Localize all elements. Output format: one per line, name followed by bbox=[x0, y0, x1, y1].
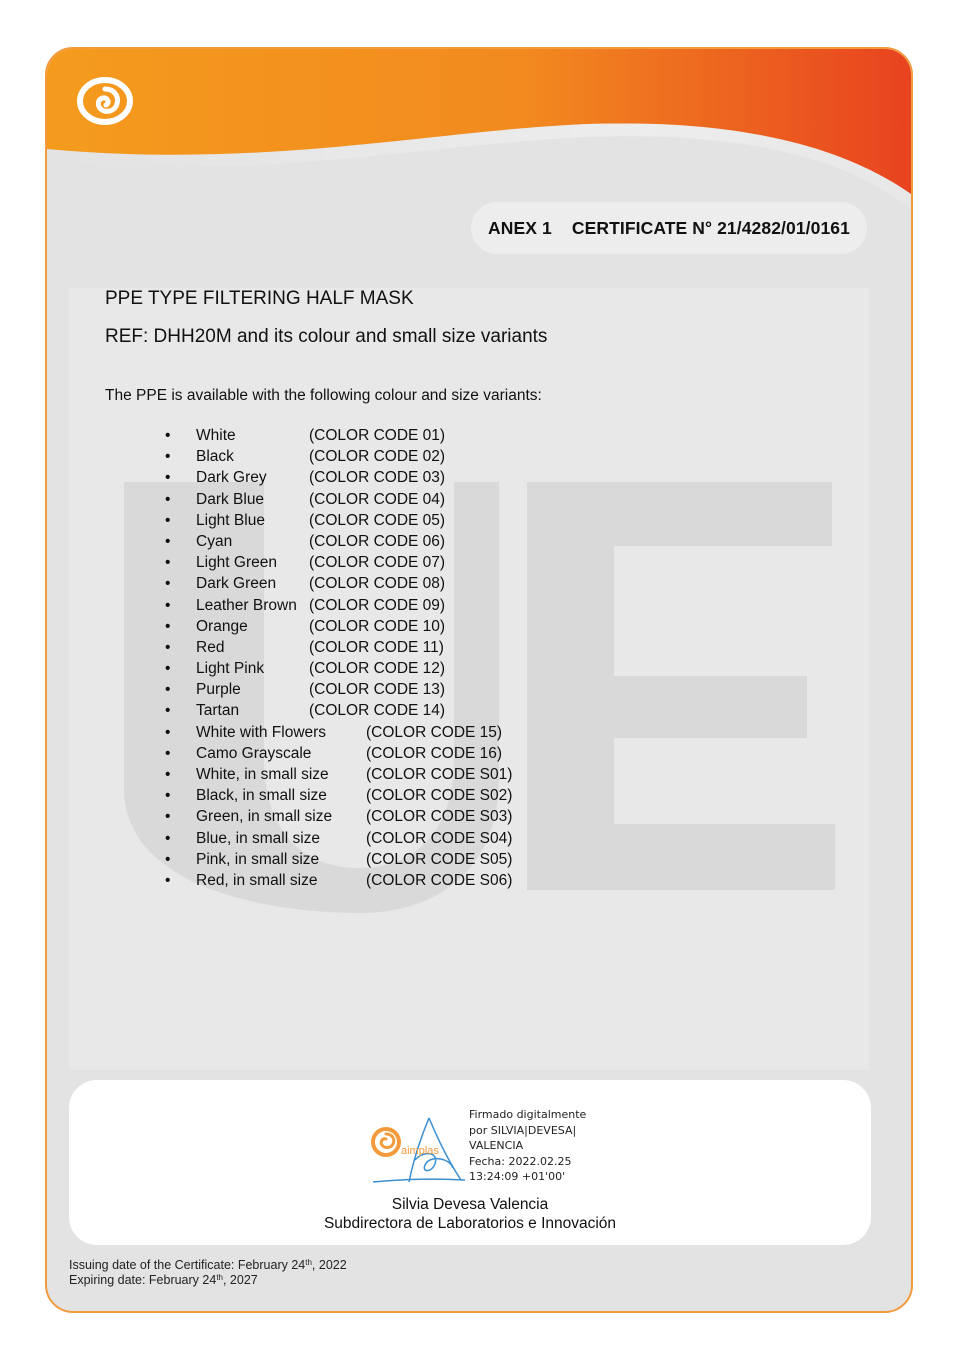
variant-name: Purple bbox=[196, 681, 241, 699]
bullet: • bbox=[165, 532, 171, 550]
variant-color-code: (COLOR CODE 07) bbox=[309, 554, 446, 572]
variant-name: Red, in small size bbox=[196, 871, 318, 889]
variant-color-code: (COLOR CODE 14) bbox=[309, 702, 446, 720]
variant-color-code: (COLOR CODE 08) bbox=[309, 575, 446, 593]
variant-color-code: (COLOR CODE 02) bbox=[309, 448, 446, 466]
variant-color-code: (COLOR CODE S03) bbox=[366, 808, 513, 826]
variant-name: Dark Grey bbox=[196, 469, 267, 487]
variant-name: Dark Blue bbox=[196, 490, 265, 508]
variants-intro: The PPE is available with the following colour and size variants: bbox=[105, 387, 542, 404]
variant-name: Tartan bbox=[196, 702, 240, 720]
variant-name: Black, in small size bbox=[196, 787, 327, 805]
signature-stamp-text: aimplas bbox=[401, 1145, 439, 1157]
document-title: PPE TYPE FILTERING HALF MASK bbox=[105, 288, 414, 309]
bullet: • bbox=[165, 723, 171, 741]
bullet: • bbox=[165, 490, 171, 508]
signature-panel bbox=[69, 1080, 871, 1245]
bullet: • bbox=[165, 681, 171, 699]
bullet: • bbox=[165, 617, 171, 635]
bullet: • bbox=[165, 744, 171, 762]
variant-color-code: (COLOR CODE 06) bbox=[309, 532, 446, 550]
variant-name: Camo Grayscale bbox=[196, 744, 312, 762]
variant-color-code: (COLOR CODE 09) bbox=[309, 596, 446, 614]
spiral-logo-icon bbox=[77, 77, 133, 125]
variant-color-code: (COLOR CODE 04) bbox=[309, 490, 446, 508]
variant-name: White bbox=[196, 427, 236, 444]
variant-name: Orange bbox=[196, 617, 248, 635]
variant-name: White with Flowers bbox=[196, 723, 327, 741]
variant-name: Red bbox=[196, 638, 225, 656]
bullet: • bbox=[165, 448, 171, 466]
bullet: • bbox=[165, 511, 171, 529]
certificate-dates bbox=[69, 1258, 347, 1288]
variant-color-code: (COLOR CODE S05) bbox=[366, 850, 513, 868]
variant-name: Leather Brown bbox=[196, 596, 297, 614]
bullet: • bbox=[165, 829, 171, 847]
variant-color-code: (COLOR CODE S01) bbox=[366, 766, 513, 783]
digital-signature-line: Firmado digitalmente bbox=[469, 1108, 587, 1121]
aimplas-signature-stamp-icon bbox=[369, 1112, 469, 1186]
variant-color-code: (COLOR CODE 03) bbox=[309, 469, 446, 487]
ue-watermark-icon bbox=[69, 288, 869, 1070]
bullet: • bbox=[165, 787, 171, 805]
variant-color-code: (COLOR CODE 11) bbox=[309, 638, 444, 656]
variant-color-code: (COLOR CODE 16) bbox=[366, 744, 503, 762]
variant-color-code: (COLOR CODE 10) bbox=[309, 617, 446, 635]
variant-name: Blue, in small size bbox=[196, 829, 321, 847]
variant-name: White, in small size bbox=[196, 766, 329, 783]
variant-name: Cyan bbox=[196, 532, 233, 550]
variant-name: Light Blue bbox=[196, 511, 265, 529]
variant-color-code: (COLOR CODE 13) bbox=[309, 681, 446, 699]
variant-name: Green, in small size bbox=[196, 808, 333, 826]
bullet: • bbox=[165, 766, 171, 783]
digital-signature-text bbox=[469, 1107, 586, 1185]
variant-name: Black bbox=[196, 448, 234, 466]
certificate-page bbox=[45, 47, 913, 1313]
bullet: • bbox=[165, 850, 171, 868]
bullet: • bbox=[165, 702, 171, 720]
digital-signature-line: 13:24:09 +01'00' bbox=[469, 1170, 566, 1184]
bullet: • bbox=[165, 575, 171, 593]
document-reference: REF: DHH20M and its colour and small size variants bbox=[105, 326, 548, 347]
bullet: • bbox=[165, 554, 171, 572]
certificate-number-badge bbox=[471, 202, 867, 254]
content-panel bbox=[69, 288, 869, 1070]
variant-color-code: (COLOR CODE S06) bbox=[366, 871, 513, 889]
variant-name: Light Pink bbox=[196, 660, 265, 678]
bullet: • bbox=[165, 427, 171, 444]
bullet: • bbox=[165, 808, 171, 826]
digital-signature-line: Fecha: 2022.02.25 bbox=[469, 1154, 572, 1168]
variant-color-code: (COLOR CODE 15) bbox=[366, 723, 503, 741]
variant-name: Pink, in small size bbox=[196, 850, 320, 868]
signer-name: Silvia Devesa Valencia bbox=[391, 1196, 549, 1213]
bullet: • bbox=[165, 596, 171, 614]
bullet: • bbox=[165, 871, 171, 889]
variant-color-code: (COLOR CODE 12) bbox=[309, 660, 446, 678]
annex-label: ANEX 1 bbox=[488, 217, 552, 238]
variant-name: Light Green bbox=[196, 554, 277, 572]
variant-color-code: (COLOR CODE 01) bbox=[309, 427, 446, 444]
signer-role: Subdirectora de Laboratorios e Innovación bbox=[323, 1215, 617, 1232]
variant-color-code: (COLOR CODE S02) bbox=[366, 787, 513, 805]
variant-color-code: (COLOR CODE 05) bbox=[309, 511, 446, 529]
issuing-date: Issuing date of the Certificate: February 24th, 2022 bbox=[69, 1258, 347, 1272]
expiring-date: Expiring date: February 24th, 2027 bbox=[69, 1273, 258, 1287]
digital-signature-line: VALENCIA bbox=[469, 1139, 524, 1153]
variant-name: Dark Green bbox=[196, 575, 277, 593]
bullet: • bbox=[165, 660, 171, 678]
bullet: • bbox=[165, 469, 171, 487]
variant-color-code: (COLOR CODE S04) bbox=[366, 829, 513, 847]
bullet: • bbox=[165, 638, 171, 656]
certificate-number: CERTIFICATE N° 21/4282/01/0161 bbox=[571, 217, 850, 238]
digital-signature-line: por SILVIA|DEVESA| bbox=[469, 1123, 577, 1137]
